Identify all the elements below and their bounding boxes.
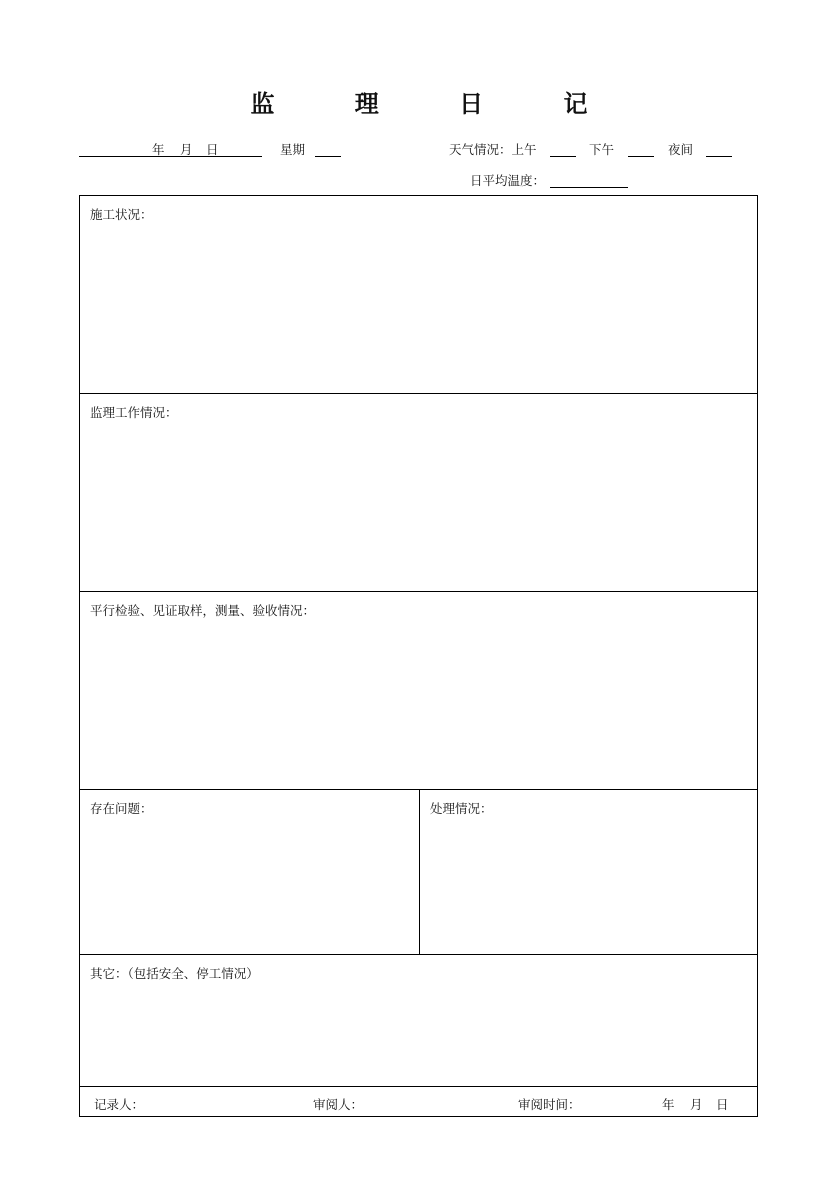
avg-temp-label: 日平均温度： [470,173,546,188]
weather-night-field[interactable] [706,156,732,157]
recorder-label[interactable]: 记录人： [94,1097,145,1112]
review-year-label: 年 [662,1097,675,1112]
problems-section[interactable] [80,790,420,954]
weather-afternoon-field[interactable] [628,156,654,157]
date-year-label: 年 [152,142,165,157]
supervision-section[interactable] [80,394,757,592]
weather-night-label: 夜间 [668,142,694,157]
others-section[interactable] [80,955,757,1087]
inspection-section[interactable] [80,592,757,790]
diary-form [79,195,758,1117]
signature-row [80,1087,757,1116]
problems-label: 存在问题： [90,801,153,816]
weekday-field[interactable] [315,156,341,157]
avg-temp-field[interactable] [550,187,628,188]
date-underline[interactable] [79,156,262,157]
handling-section[interactable] [420,790,757,954]
construction-section[interactable] [80,196,757,394]
weather-morning-label: 天气情况：上午 [449,142,537,157]
review-time-label[interactable]: 审阅时间： [518,1097,581,1112]
problems-handling-row [80,790,757,955]
weather-afternoon-label: 下午 [589,142,615,157]
review-day-label: 日 [716,1097,729,1112]
page-title: 监 理 日 记 [250,89,624,118]
handling-label: 处理情况： [430,801,493,816]
review-month-label: 月 [690,1097,703,1112]
construction-label: 施工状况： [90,207,153,222]
weekday-label: 星期 [280,142,306,157]
date-day-label: 日 [206,142,219,157]
inspection-label: 平行检验、见证取样，测量、验收情况： [90,603,316,618]
reviewer-label[interactable]: 审阅人： [313,1097,364,1112]
weather-morning-field[interactable] [550,156,576,157]
date-month-label: 月 [180,142,193,157]
others-label: 其它：（包括安全、停工情况） [90,966,259,981]
supervision-label: 监理工作情况： [90,405,178,420]
